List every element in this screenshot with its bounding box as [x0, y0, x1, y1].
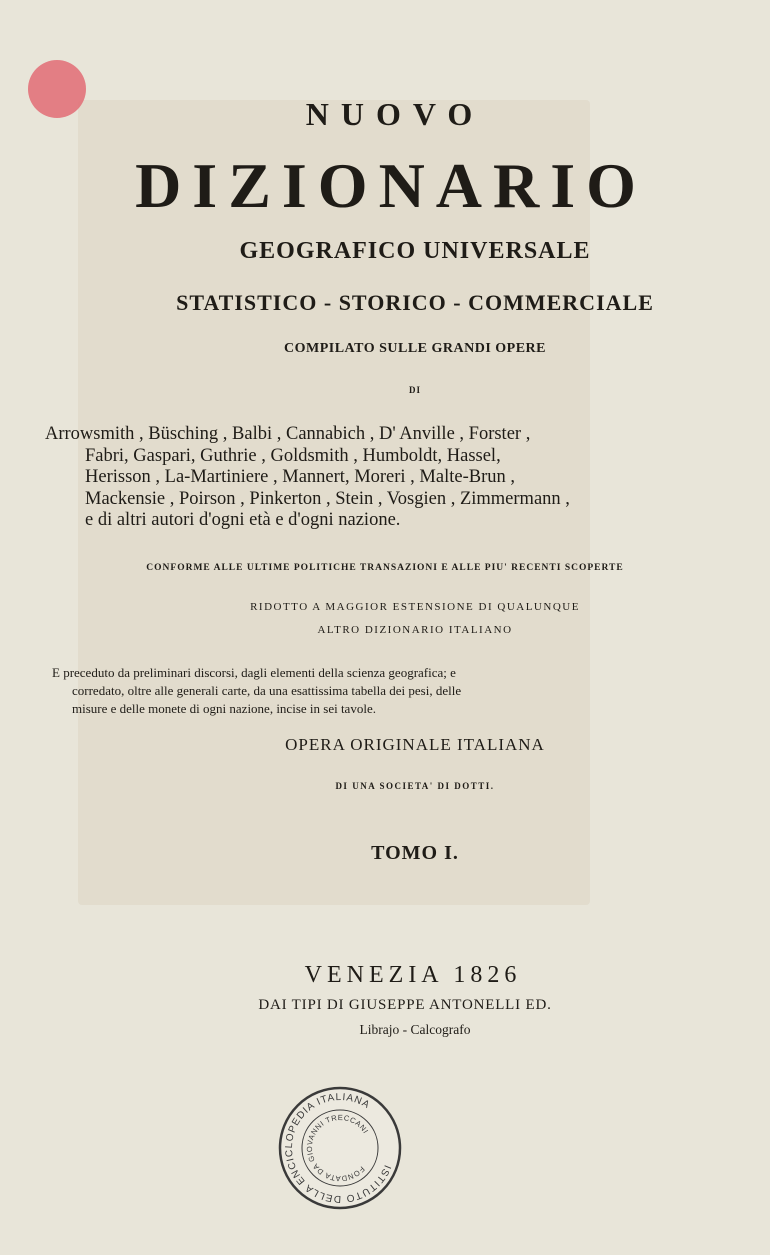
imprint-librajo: Librajo - Calcografo — [359, 1022, 471, 1037]
imprint-city-year: VENEZIA 1826 — [304, 962, 522, 988]
subtitle-geografico: GEOGRAFICO UNIVERSALE — [239, 238, 591, 264]
subtitle-di: DI — [408, 385, 421, 395]
tomo-line: TOMO I. — [371, 842, 459, 864]
authors-list — [45, 424, 645, 532]
opera-line: OPERA ORIGINALE ITALIANA — [285, 735, 545, 754]
societa-line: DI UNA SOCIETA' DI DOTTI. — [335, 781, 495, 791]
ridotto-line-1: RIDOTTO A MAGGIOR ESTENSIONE DI QUALUNQUE — [250, 601, 580, 613]
library-stamp — [278, 1086, 402, 1210]
preceduto-line: E preceduto da preliminari discorsi, dagli elementi della scienza geografica; e — [52, 665, 456, 680]
subtitle-compilato: COMPILATO SULLE GRANDI OPERE — [283, 341, 546, 356]
subtitle-statistico: STATISTICO - STORICO - COMMERCIALE — [176, 290, 654, 315]
preceduto-line: corredato, oltre alle generali carte, da una esattissima tabella dei pesi, delle — [72, 683, 462, 698]
stamp-outer-text: ISTITUTO DELLA ENCICLOPEDIA ITALIANA — [283, 1091, 393, 1205]
authors-line: Herisson , La-Martiniere , Mannert, Moreri , Malte-Brun , — [85, 467, 515, 487]
authors-line: Arrowsmith , Büsching , Balbi , Cannabich , D' Anville , Forster , — [45, 424, 531, 444]
preceduto-paragraph — [52, 664, 652, 718]
authors-line: Fabri, Gaspari, Guthrie , Goldsmith , Humboldt, Hassel, — [85, 445, 501, 466]
title-dizionario: DIZIONARIO — [135, 150, 647, 221]
conforme-line: CONFORME ALLE ULTIME POLITICHE TRANSAZIONI E ALLE PIU' RECENTI SCOPERTE — [146, 563, 624, 573]
authors-line: e di altri autori d'ogni età e d'ogni nazione. — [85, 510, 401, 530]
preceduto-line: misure e delle monete di ogni nazione, incise in sei tavole. — [72, 701, 376, 716]
authors-line: Mackensie , Poirson , Pinkerton , Stein , Vosgien , Zimmermann , — [85, 488, 570, 509]
imprint-printer: DAI TIPI DI GIUSEPPE ANTONELLI ED. — [258, 997, 552, 1013]
stamp-inner-text: FONDATA DA GIOVANNI TRECCANI — [304, 1112, 371, 1184]
title-nuovo: NUOVO — [305, 96, 485, 132]
ridotto-line-2: ALTRO DIZIONARIO ITALIANO — [317, 624, 513, 636]
